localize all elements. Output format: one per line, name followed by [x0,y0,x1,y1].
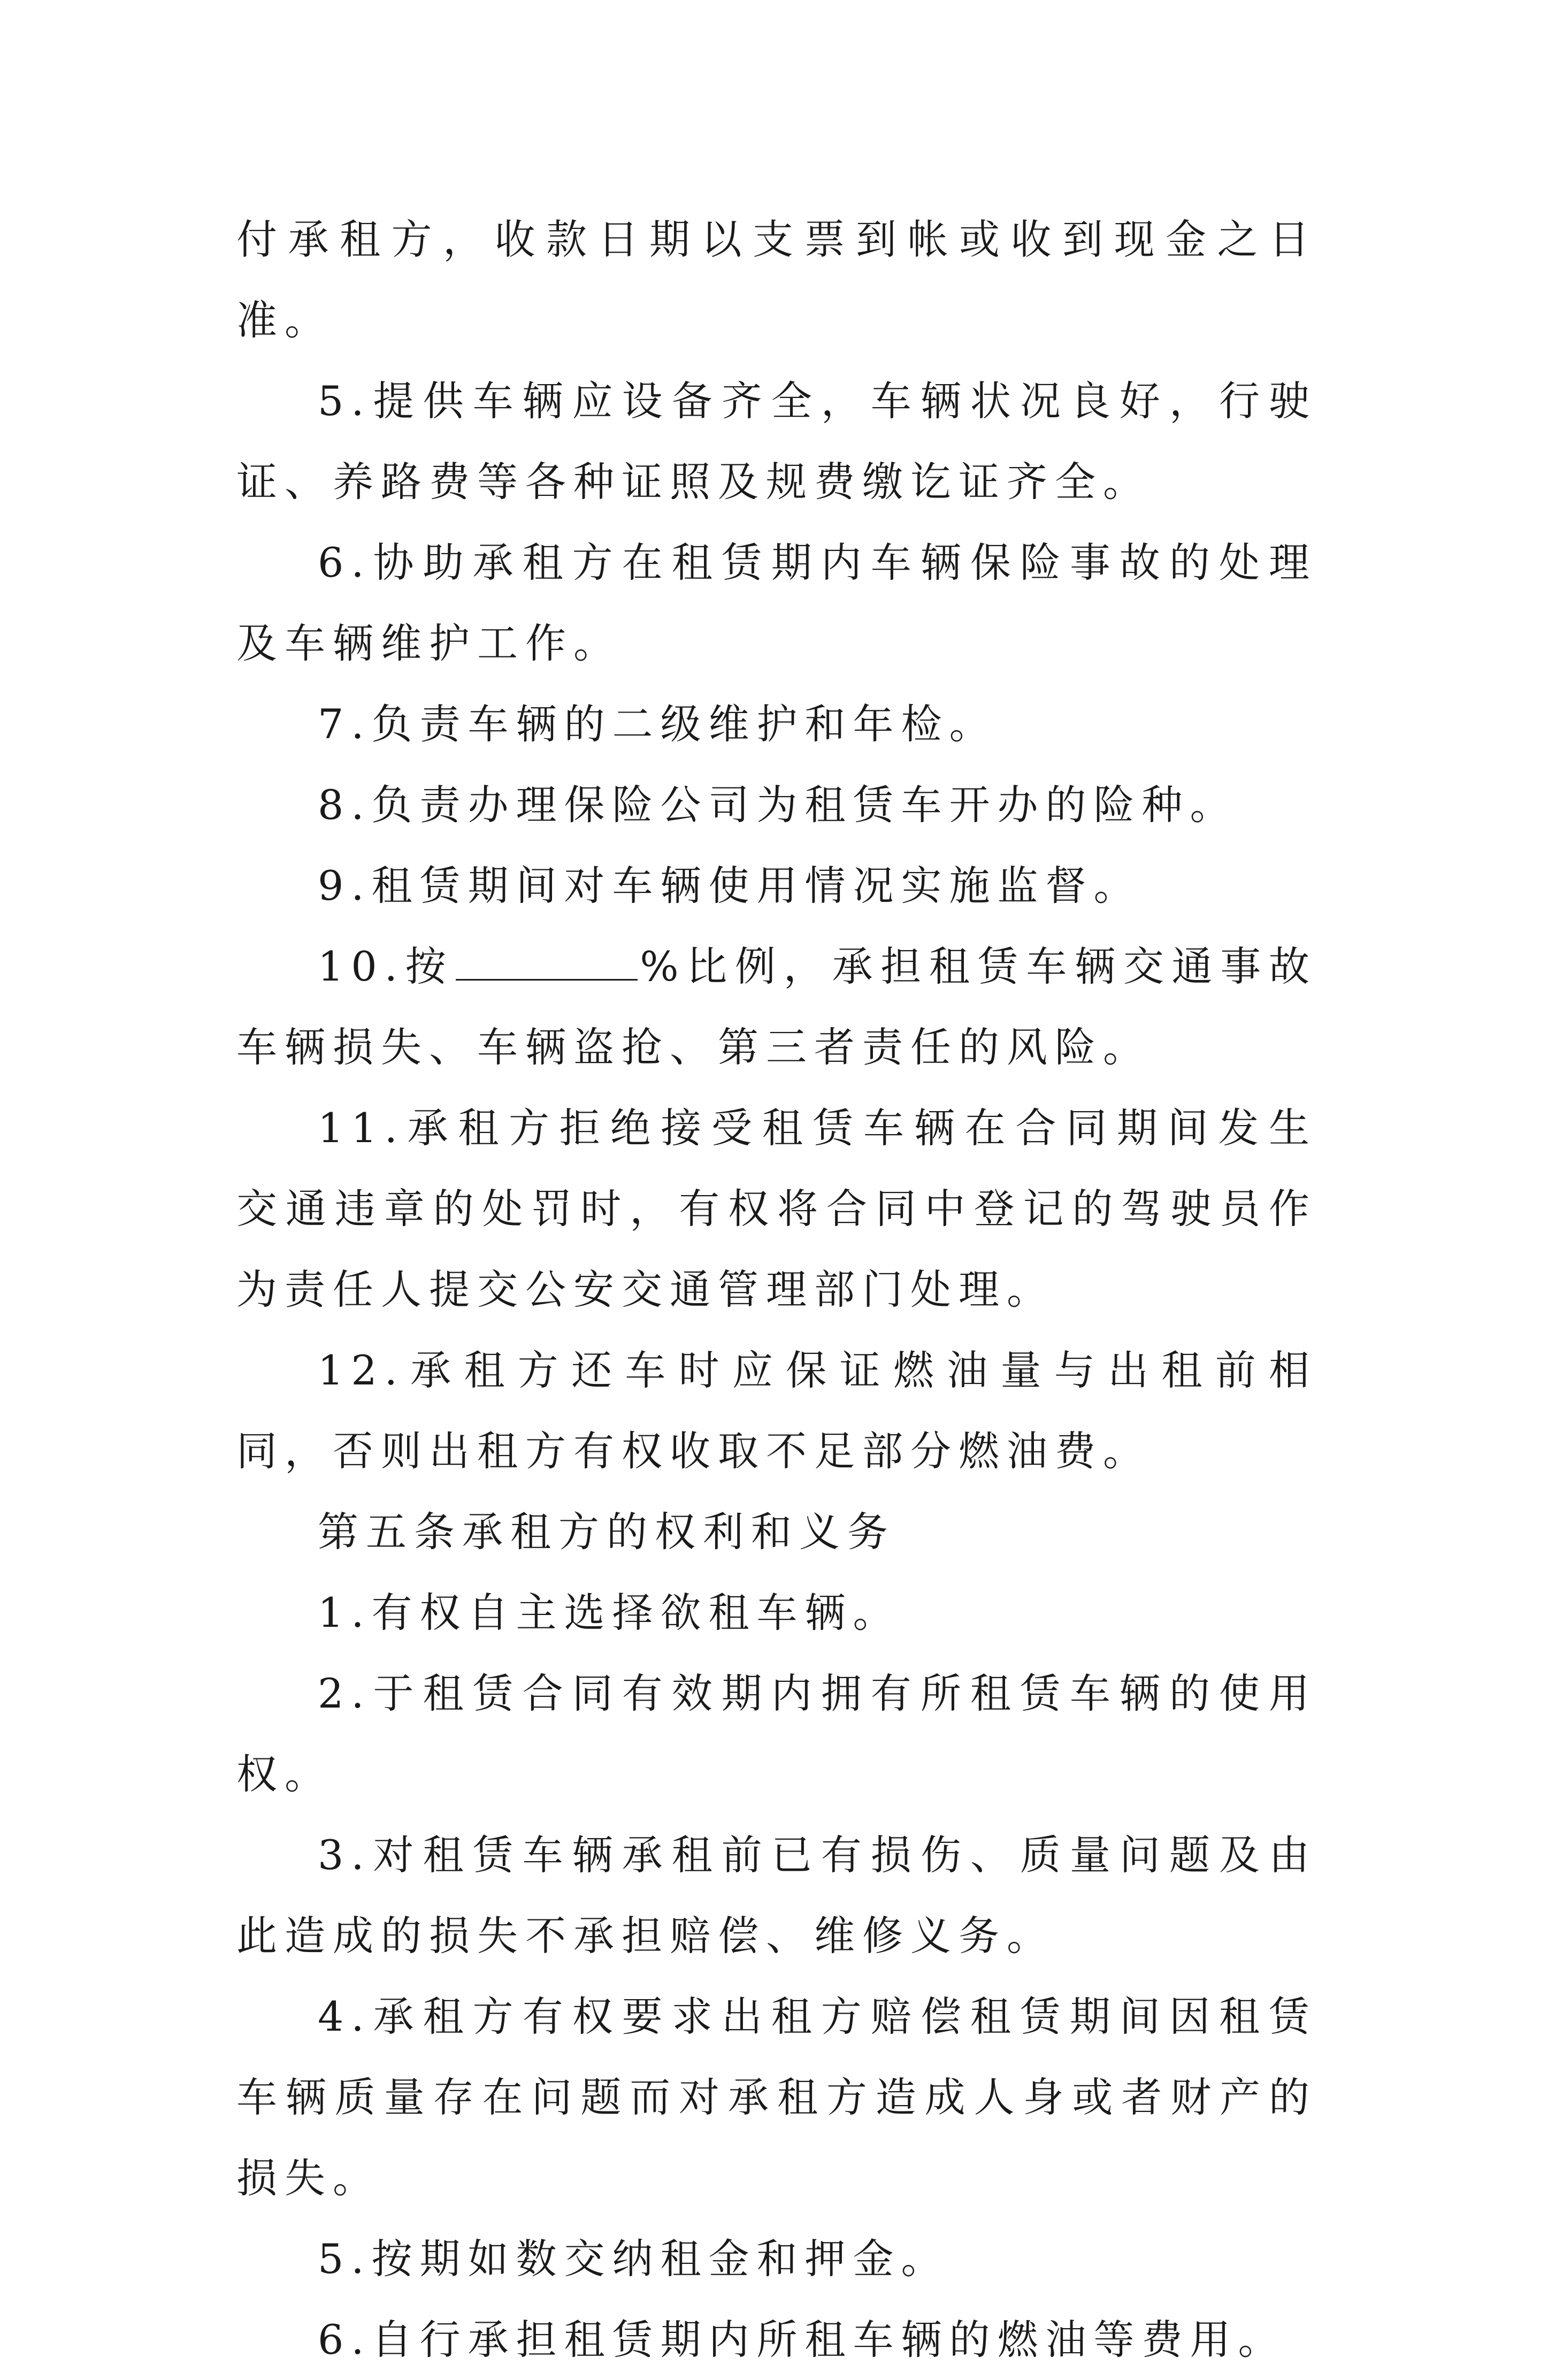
paragraph-lessee-4: 4.承租方有权要求出租方赔偿租赁期间因租赁车辆质量存在问题而对承租方造成人身或者财产的损失。 [236,1993,1317,2202]
article-heading: 第五条承租方的权利和义务 [318,1508,895,1556]
paragraph-item-7: 7.负责车辆的二级维护和年检。 [318,700,998,748]
paragraph-continuation: 付承租方，收款日期以支票到帐或收到现金之日准。 [236,216,1317,344]
paragraph-item-11: 11.承租方拒绝接受租赁车辆在合同期间发生交通违章的处罚时，有权将合同中登记的驾驶员作为责任人提交公安交通管理部门处理。 [236,1104,1317,1313]
paragraph-item-12: 12.承租方还车时应保证燃油量与出租前相同，否则出租方有权收取不足部分燃油费。 [236,1346,1317,1475]
paragraph-item-9: 9.租赁期间对车辆使用情况实施监督。 [318,862,1142,909]
paragraph-item-10-prefix: 10.按 [318,943,454,990]
paragraph-item-5: 5.提供车辆应设备齐全，车辆状况良好，行驶证、养路费等各种证照及规费缴讫证齐全。 [236,377,1317,506]
paragraph-lessee-3: 3.对租赁车辆承租前已有损伤、质量问题及由此造成的损失不承担赔偿、维修义务。 [236,1831,1317,1960]
fill-in-blank [456,947,638,981]
paragraph-item-6: 6.协助承租方在租赁期内车辆保险事故的处理及车辆维护工作。 [236,539,1317,667]
paragraph-item-10-suffix: %比例，承担租赁车辆交通事故车辆损失、车辆盗抢、第三者责任的风险。 [236,943,1317,1071]
paragraph-item-10 [236,926,1317,1088]
paragraph-lessee-2: 2.于租赁合同有效期内拥有所租赁车辆的使用权。 [236,1670,1317,1798]
document-body [236,199,1317,2380]
paragraph-lessee-1: 1.有权自主选择欲租车辆。 [318,1589,901,1636]
paragraph-lessee-6: 6.自行承担租赁期内所租车辆的燃油等费用。 [318,2316,1286,2363]
paragraph-item-8: 8.负责办理保险公司为租赁车开办的险种。 [318,781,1238,829]
paragraph-lessee-5: 5.按期如数交纳租金和押金。 [318,2235,949,2283]
